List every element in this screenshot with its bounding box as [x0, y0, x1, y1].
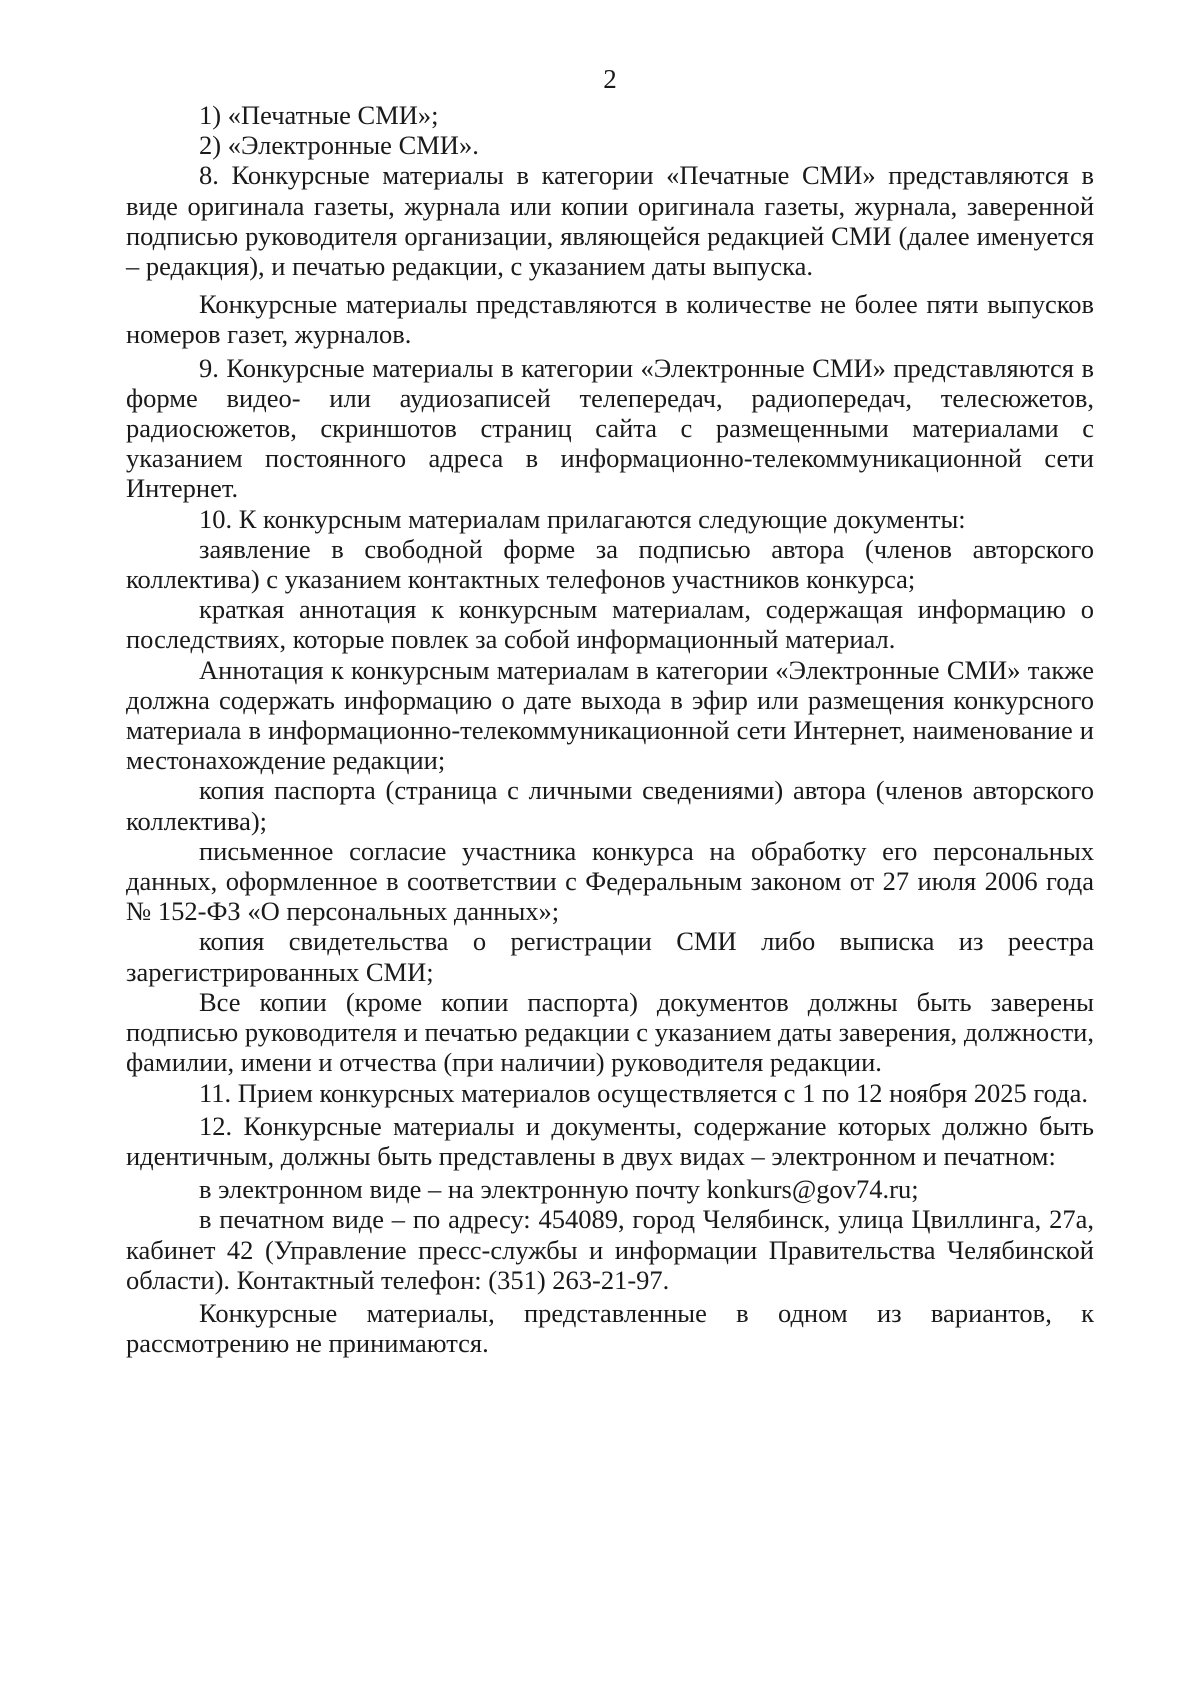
- paragraph-rejection-note: Конкурсные материалы, представленные в одном из вариантов, к рассмотрению не принимаются.: [126, 1297, 1094, 1359]
- paragraph-passport-copy: копия паспорта (страница с личными сведениями) автора (членов авторского коллектива);: [126, 775, 1094, 836]
- paragraph-clause-10: 10. К конкурсным материалам прилагаются следующие документы:: [199, 503, 966, 534]
- document-body: [126, 100, 1094, 1358]
- paragraph-application: заявление в свободной форме за подписью автора (членов авторского коллектива) с указанием контактных телефонов участников конкурса;: [126, 533, 1094, 595]
- paragraph-annotation-brief: краткая аннотация к конкурсным материалам, содержащая информацию о последствиях, которые повлек за собой информационный материал.: [126, 594, 1094, 655]
- paragraph-quantity: Конкурсные материалы представляются в количестве не более пяти выпусков номеров газет, журналов.: [126, 289, 1094, 350]
- paragraph-clause-8: 8. Конкурсные материалы в категории «Печатные СМИ» представляются в виде оригинала газеты, журнала или копии оригинала газеты, журнала, заверенной подписью руководителя организации, являющейся редакцией СМИ (далее именуется – редакция), и печатью редакции, с указанием даты выпуска.: [126, 160, 1094, 282]
- paragraph-registration-certificate: копия свидетельства о регистрации СМИ либо выписка из реестра зарегистрированных СМИ;: [126, 926, 1094, 987]
- paragraph-clause-11: 11. Прием конкурсных материалов осуществляется с 1 по 12 ноября 2025 года.: [199, 1077, 1088, 1108]
- paragraph-print-address: в печатном виде – по адресу: 454089, город Челябинск, улица Цвиллинга, 27а, кабинет 42 (Управление пресс-службы и информации Правительства Челябинской области). Контактный телефон: (351) 263-21-97.: [126, 1204, 1094, 1295]
- paragraph-copies-certification: Все копии (кроме копии паспорта) документов должны быть заверены подписью руководителя и печатью редакции с указанием даты заверения, должности, фамилии, имени и отчества (при наличии) руководителя редакции.: [126, 986, 1094, 1078]
- paragraph-category-print: 1) «Печатные СМИ»;: [199, 100, 439, 130]
- paragraph-clause-9: 9. Конкурсные материалы в категории «Электронные СМИ» представляются в форме видео- или аудиозаписей телепередач, радиопередач, телесюжетов, радиосюжетов, скриншотов страниц сайта с размещенными материалами с указанием постоянного адреса в информационно-телекоммуникационной сети Интернет.: [126, 352, 1094, 504]
- paragraph-annotation-electronic: Аннотация к конкурсным материалам в категории «Электронные СМИ» также должна содержать информацию о дате выхода в эфир или размещения конкурсного материала в информационно-телекоммуникационной сети Интернет, наименование и местонахождение редакции;: [126, 654, 1094, 776]
- paragraph-category-electronic: 2) «Электронные СМИ».: [199, 130, 479, 161]
- paragraph-personal-data-consent: письменное согласие участника конкурса на обработку его персональных данных, оформленное в соответствии с Федеральным законом от 27 июля 2006 года № 152-ФЗ «О персональных данных»;: [126, 835, 1094, 927]
- page-number: 2: [603, 64, 617, 94]
- paragraph-clause-12: 12. Конкурсные материалы и документы, содержание которых должно быть идентичным, должны быть представлены в двух видах – электронном и печатном:: [126, 1110, 1094, 1171]
- paragraph-electronic-email: в электронном виде – на электронную почту konkurs@gov74.ru;: [199, 1174, 919, 1205]
